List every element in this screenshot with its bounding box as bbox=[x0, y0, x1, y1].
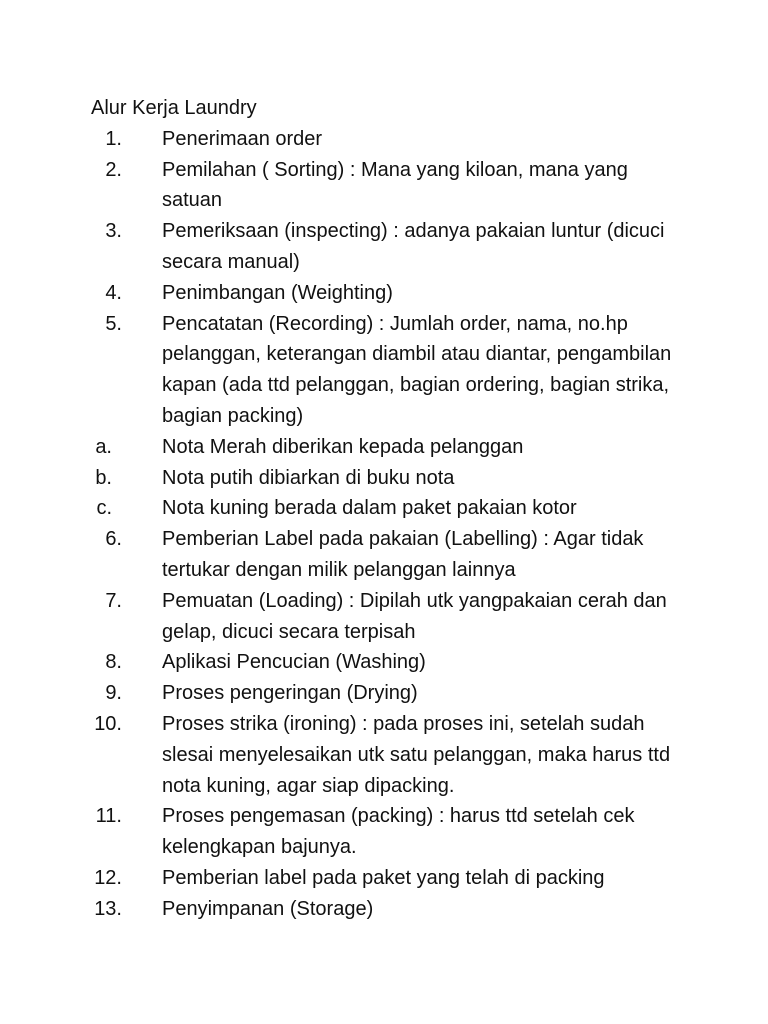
list-item bbox=[0, 309, 768, 432]
list-item-text: Nota putih dibiarkan di buku nota bbox=[162, 466, 455, 489]
list-item-text: Pencatatan (Recording) : Jumlah order, nama, no.hp pelanggan, keterangan diambil atau diantar, pengambilan kapan (ada ttd pelanggan, bagian ordering, bagian strika, bagian packing) bbox=[162, 312, 672, 427]
list-item-text: Pemilahan ( Sorting) : Mana yang kiloan, mana yang satuan bbox=[162, 158, 628, 212]
list-item bbox=[0, 524, 768, 586]
list-item-text: Proses pengemasan (packing) : harus ttd setelah cek kelengkapan bajunya. bbox=[162, 805, 635, 859]
list-item-text: Penyimpanan (Storage) bbox=[162, 897, 374, 920]
list-marker: 5. bbox=[105, 312, 122, 335]
workflow-list bbox=[0, 124, 768, 925]
list-marker: 2. bbox=[105, 158, 122, 181]
list-item bbox=[0, 801, 768, 863]
list-item-text: Pemberian Label pada pakaian (Labelling) : Agar tidak tertukar dengan milik pelanggan lainnya bbox=[162, 528, 644, 581]
list-item bbox=[0, 678, 768, 709]
list-item-text: Proses strika (ironing) : pada proses ini, setelah sudah slesai menyelesaikan utk satu pelanggan, maka harus ttd nota kuning, agar siap dipacking. bbox=[162, 712, 671, 797]
list-marker: 3. bbox=[105, 220, 122, 243]
list-item bbox=[0, 709, 768, 801]
list-item-text: Aplikasi Pencucian (Washing) bbox=[162, 651, 426, 674]
list-item-text: Proses pengeringan (Drying) bbox=[162, 682, 418, 705]
sub-list-item bbox=[0, 493, 768, 524]
list-item bbox=[0, 586, 768, 648]
list-marker: 7. bbox=[105, 589, 122, 612]
list-marker: 1. bbox=[105, 127, 122, 150]
list-marker: 6. bbox=[105, 528, 122, 551]
document-title: Alur Kerja Laundry bbox=[91, 97, 257, 119]
list-marker: 4. bbox=[105, 281, 122, 304]
sub-list-item bbox=[0, 463, 768, 494]
list-item-text: Pemeriksaan (inspecting) : adanya pakaian luntur (dicuci secara manual) bbox=[162, 220, 665, 273]
list-item-text: Nota kuning berada dalam paket pakaian kotor bbox=[162, 497, 577, 520]
list-item-text: Pemuatan (Loading) : Dipilah utk yangpakaian cerah dan gelap, dicuci secara terpisah bbox=[162, 589, 667, 643]
list-marker: 11. bbox=[95, 805, 122, 828]
list-marker: 13. bbox=[94, 897, 122, 920]
list-item bbox=[0, 647, 768, 678]
list-marker: a. bbox=[95, 435, 112, 458]
list-item-text: Penimbangan (Weighting) bbox=[162, 281, 393, 304]
list-marker: 9. bbox=[105, 682, 122, 705]
list-item bbox=[0, 278, 768, 309]
sub-list-item bbox=[0, 432, 768, 463]
list-item bbox=[0, 155, 768, 217]
list-marker: 12. bbox=[94, 866, 122, 889]
list-marker: c. bbox=[96, 497, 112, 520]
list-marker: b. bbox=[95, 466, 112, 489]
list-item bbox=[0, 124, 768, 155]
list-item-text: Penerimaan order bbox=[162, 127, 323, 150]
list-item bbox=[0, 863, 768, 894]
list-marker: 8. bbox=[105, 651, 122, 674]
list-item-text: Pemberian label pada paket yang telah di packing bbox=[162, 866, 605, 889]
list-marker: 10. bbox=[94, 712, 122, 735]
list-item bbox=[0, 216, 768, 278]
list-item bbox=[0, 894, 768, 925]
list-item-text: Nota Merah diberikan kepada pelanggan bbox=[162, 435, 524, 458]
